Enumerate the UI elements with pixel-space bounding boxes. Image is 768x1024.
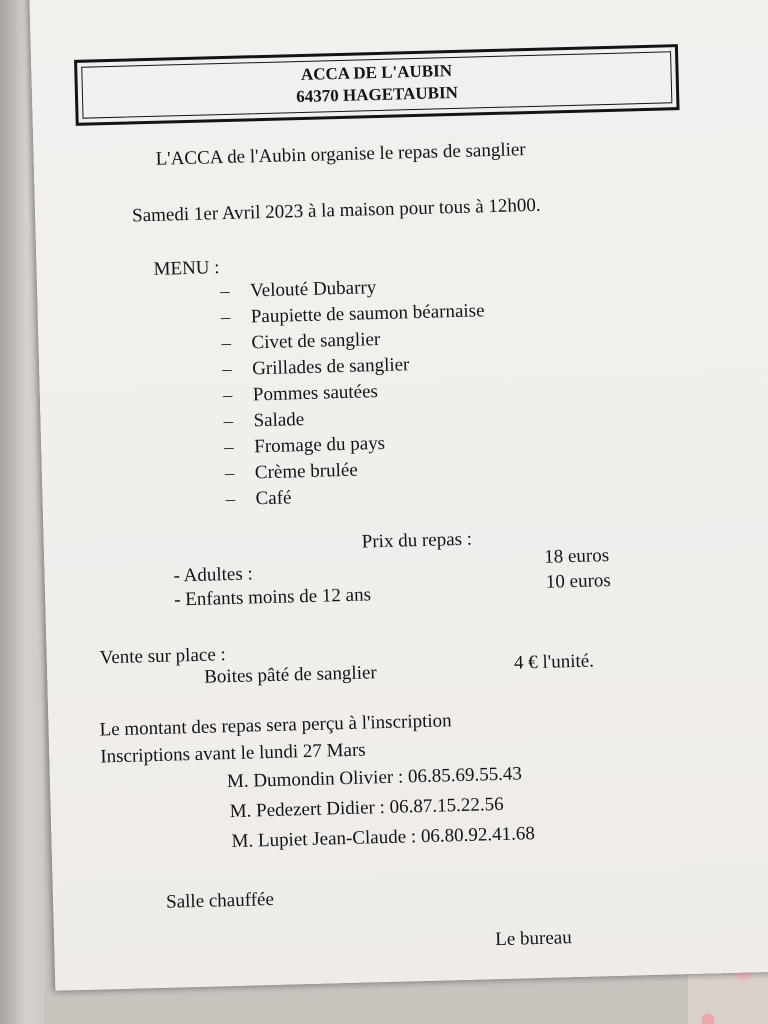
menu-dash: – [224, 462, 235, 485]
children-price: 10 euros [545, 570, 612, 593]
date-line: Samedi 1er Avril 2023 à la maison pour tous à 12h00. [131, 194, 541, 227]
intro-text: L'ACCA de l'Aubin organise le repas de sanglier [155, 139, 526, 170]
sale-item: Boites pâté de sanglier [203, 662, 377, 688]
adults-label: - Adultes : [173, 563, 254, 587]
menu-item: Civet de sanglier [251, 328, 381, 354]
prices-title: Prix du repas : [361, 528, 473, 553]
menu-item: Paupiette de saumon béarnaise [250, 300, 485, 328]
menu-item: Velouté Dubarry [249, 277, 377, 302]
menu-item: Grillades de sanglier [251, 354, 410, 380]
menu-dash: – [223, 410, 234, 433]
menu-dash: – [222, 384, 233, 407]
menu-item: Café [255, 487, 292, 510]
heating-note: Salle chauffée [165, 888, 275, 913]
contact-line: M. Lupiet Jean-Claude : 06.80.92.41.68 [231, 823, 536, 853]
menu-item: Salade [253, 409, 305, 432]
menu-dash: – [225, 488, 236, 511]
menu-item: Crème brulée [254, 459, 359, 484]
menu-dash: – [221, 358, 232, 381]
header-postcode: 64370 HAGETAUBIN [295, 82, 459, 107]
sale-price: 4 € l'unité. [513, 650, 595, 674]
children-label: - Enfants moins de 12 ans [173, 584, 372, 611]
menu-item: Fromage du pays [253, 432, 386, 458]
registration-deadline-line: Inscriptions avant le lundi 27 Mars [100, 739, 366, 768]
contact-line: M. Dumondin Olivier : 06.85.69.55.43 [226, 763, 523, 793]
contact-line: M. Pedezert Didier : 06.87.15.22.56 [229, 793, 504, 823]
registration-payment-line: Le montant des repas sera perçu à l'inscription [99, 710, 452, 741]
sale-label: Vente sur place : [99, 644, 227, 669]
menu-dash: – [219, 280, 230, 303]
menu-dash: – [220, 306, 231, 329]
signature: Le bureau [494, 927, 572, 951]
flyer-sheet [29, 0, 768, 991]
menu-item: Pommes sautées [252, 381, 379, 406]
header-title: ACCA DE L'AUBIN [300, 61, 453, 84]
adults-price: 18 euros [543, 545, 610, 568]
menu-dash: – [221, 332, 232, 355]
menu-label: MENU : [153, 257, 220, 280]
header-box [74, 44, 680, 126]
menu-dash: – [223, 436, 235, 459]
